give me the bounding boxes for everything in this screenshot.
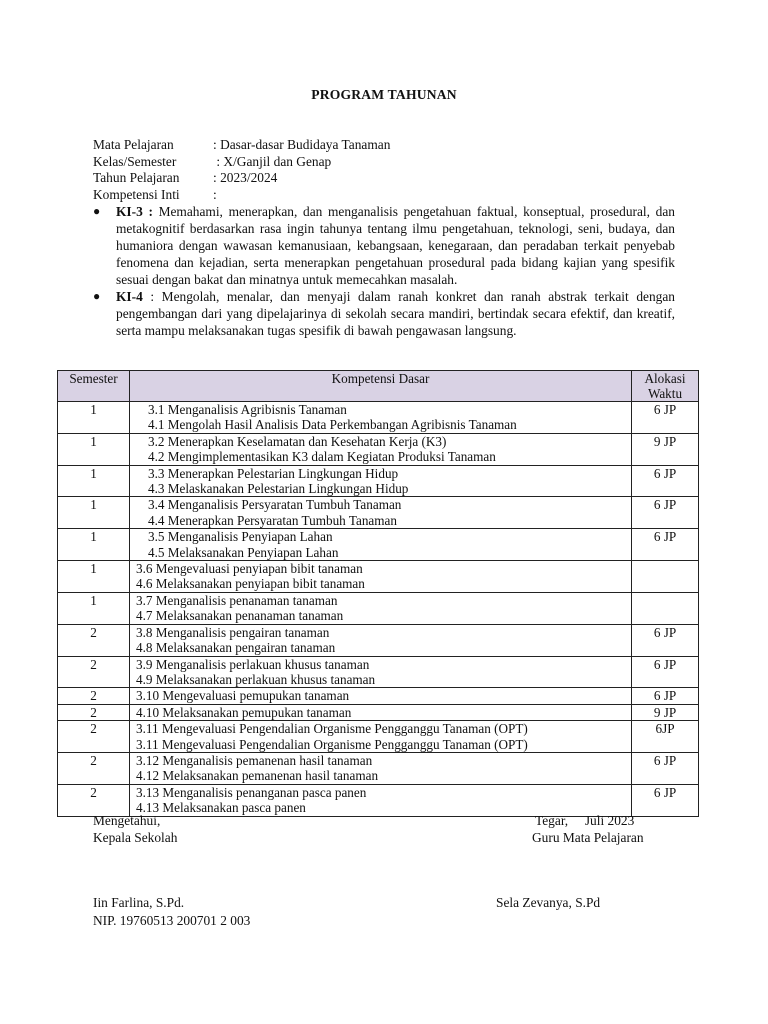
semester-cell: 1	[58, 402, 130, 434]
table-row	[58, 592, 699, 624]
alokasi-waktu-cell	[632, 561, 699, 593]
principal-name: Iin Farlina, S.Pd.	[93, 895, 185, 910]
kd-line: 4.6 Melaksanakan penyiapan bibit tanaman	[136, 576, 365, 592]
alokasi-waktu-cell	[632, 592, 699, 624]
table-row	[58, 561, 699, 593]
semester-cell: 1	[58, 561, 130, 593]
kompetensi-dasar-cell	[130, 752, 632, 784]
header-alokasi-waktu	[632, 371, 699, 402]
info-value: :	[213, 186, 217, 202]
semester-cell: 2	[58, 784, 130, 816]
semester-cell: 2	[58, 704, 130, 720]
alokasi-waktu-cell: 6 JP	[632, 688, 699, 704]
alokasi-waktu-cell: 6 JP	[632, 402, 699, 434]
kd-line: 3.10 Mengevaluasi pemupukan tanaman	[136, 688, 350, 704]
kd-line: 3.6 Mengevaluasi penyiapan bibit tanaman	[136, 561, 363, 577]
kompetensi-dasar-cell	[130, 624, 632, 656]
course-info	[93, 137, 390, 203]
place-date: Tegar, Juli 2023	[535, 813, 635, 828]
kompetensi-dasar-cell	[130, 704, 632, 720]
table-body	[58, 402, 699, 817]
semester-cell: 1	[58, 465, 130, 497]
kd-line: 4.4 Menerapkan Persyaratan Tumbuh Tanaman	[148, 512, 397, 528]
ki-4-item	[93, 288, 675, 339]
kd-line: 4.5 Melaksanakan Penyiapan Lahan	[148, 544, 339, 560]
kd-line: 3.5 Menganalisis Penyiapan Lahan	[148, 529, 333, 545]
info-row-ki	[93, 187, 390, 204]
semester-cell: 1	[58, 433, 130, 465]
table-row	[58, 402, 699, 434]
semester-cell: 2	[58, 752, 130, 784]
kd-line: 4.1 Mengolah Hasil Analisis Data Perkembangan Agribisnis Tanaman	[148, 417, 517, 433]
header-semester: Semester	[58, 371, 130, 402]
kd-line: 3.11 Mengevaluasi Pengendalian Organisme Pengganggu Tanaman (OPT)	[136, 721, 528, 737]
kd-line: 3.8 Menganalisis pengairan tanaman	[136, 624, 330, 640]
info-label: Kompetensi Inti	[93, 186, 180, 202]
ki-code: KI-4	[116, 289, 143, 304]
kd-line: 3.13 Menganalisis penanganan pasca panen	[136, 784, 367, 800]
kompetensi-dasar-cell	[130, 721, 632, 753]
kompetensi-dasar-cell	[130, 402, 632, 434]
table-row	[58, 497, 699, 529]
alokasi-waktu-cell: 6JP	[632, 721, 699, 753]
kd-line: 3.12 Menganalisis pemanenan hasil tanaman	[136, 752, 373, 768]
ki-3-item	[93, 203, 675, 288]
kompetensi-dasar-cell	[130, 465, 632, 497]
alokasi-waktu-cell: 6 JP	[632, 529, 699, 561]
semester-cell: 2	[58, 624, 130, 656]
kd-line: 3.9 Menganalisis perlakuan khusus tanaman	[136, 656, 370, 672]
semester-cell: 1	[58, 592, 130, 624]
table-row	[58, 656, 699, 688]
alokasi-waktu-cell: 6 JP	[632, 784, 699, 816]
semester-cell: 2	[58, 688, 130, 704]
alokasi-waktu-cell: 6 JP	[632, 656, 699, 688]
info-row-year	[93, 170, 390, 187]
info-label: Kelas/Semester	[93, 153, 177, 169]
teacher-name: Sela Zevanya, S.Pd	[496, 895, 601, 910]
table-row	[58, 752, 699, 784]
kompetensi-dasar-cell	[130, 561, 632, 593]
kd-line: 3.4 Menganalisis Persyaratan Tumbuh Tanaman	[148, 497, 402, 513]
kompetensi-dasar-cell	[130, 529, 632, 561]
kd-line: 3.11 Mengevaluasi Pengendalian Organisme Pengganggu Tanaman (OPT)	[136, 736, 528, 752]
semester-cell: 2	[58, 721, 130, 753]
kd-line: 4.8 Melaksanakan pengairan tanaman	[136, 640, 336, 656]
table-row	[58, 688, 699, 704]
alokasi-waktu-cell: 6 JP	[632, 465, 699, 497]
document-title: PROGRAM TAHUNAN	[311, 87, 457, 102]
kd-line: 4.10 Melaksanakan pemupukan tanaman	[136, 704, 352, 720]
alokasi-waktu-cell: 9 JP	[632, 704, 699, 720]
principal-role: Kepala Sekolah	[93, 830, 178, 845]
kompetensi-dasar-cell	[130, 688, 632, 704]
principal-nip: NIP. 19760513 200701 2 003	[93, 913, 251, 928]
kd-line: 4.9 Melaksanakan perlakuan khusus tanaman	[136, 671, 376, 687]
kd-line: 4.7 Melaksanakan penanaman tanaman	[136, 608, 344, 624]
table-row	[58, 465, 699, 497]
kompetensi-dasar-cell	[130, 497, 632, 529]
info-label: Mata Pelajaran	[93, 137, 174, 152]
kd-line: 3.7 Menganalisis penanaman tanaman	[136, 592, 338, 608]
table-row	[58, 624, 699, 656]
info-label: Tahun Pelajaran	[93, 170, 180, 185]
kd-line: 3.1 Menganalisis Agribisnis Tanaman	[148, 402, 347, 417]
table-row	[58, 721, 699, 753]
core-competency-list	[93, 203, 675, 339]
kompetensi-dasar-cell	[130, 433, 632, 465]
semester-cell: 1	[58, 497, 130, 529]
bullet-icon: ●	[93, 289, 101, 303]
ki-text: Memahami, menerapkan, dan menganalisis pengetahuan faktual, konseptual, prosedural, dan metakognitif berdasarkan rasa ingin tahunya tentang ilmu pengetahuan, teknologi, seni, budaya, dan humaniora dengan wawasan kemanusiaan, kebangsaan, kenegaraan, dan peradaban terkait penyebab fenomena dan kejadian, serta menerapkan pengetahuan prosedural pada bidang kajian yang spesifik sesuai dengan bakat dan minatnya untuk memecahkan masalah.	[116, 204, 675, 287]
info-value: : 2023/2024	[213, 170, 278, 185]
alokasi-waktu-cell: 9 JP	[632, 433, 699, 465]
kd-line: 4.12 Melaksanakan pemanenan hasil tanaman	[136, 768, 379, 784]
teacher-role: Guru Mata Pelajaran	[532, 830, 644, 845]
kd-line: 3.3 Menerapkan Pelestarian Lingkungan Hidup	[148, 465, 399, 481]
info-row-class	[93, 154, 390, 171]
kompetensi-dasar-cell	[130, 592, 632, 624]
ki-text: : Mengolah, menalar, dan menyaji dalam ranah konkret dan ranah abstrak terkait dengan pengembangan dari yang dipelajarinya di sekolah secara mandiri, bertindak secara efektif, dan kreatif, serta mampu melaksanakan tugas spesifik di bawah pengawasan langsung.	[116, 289, 675, 338]
kd-line: 4.13 Melaksanakan pasca panen	[136, 800, 306, 816]
table-row	[58, 704, 699, 720]
kd-line: 4.3 Melaskanakan Pelestarian Lingkungan Hidup	[148, 481, 409, 497]
header-kompetensi-dasar: Kompetensi Dasar	[130, 371, 632, 402]
semester-cell: 2	[58, 656, 130, 688]
header-alokasi-line: Alokasi	[644, 371, 686, 386]
kd-line: 4.2 Mengimplementasikan K3 dalam Kegiatan Produksi Tanaman	[148, 449, 496, 465]
header-waktu-line: Waktu	[647, 386, 683, 401]
kompetensi-dasar-cell	[130, 656, 632, 688]
bullet-icon: ●	[93, 204, 101, 218]
alokasi-waktu-cell: 6 JP	[632, 624, 699, 656]
alokasi-waktu-cell: 6 JP	[632, 752, 699, 784]
info-row-subject	[93, 137, 390, 154]
ki-code: KI-3 :	[116, 204, 153, 219]
info-value: : X/Ganjil dan Genap	[213, 153, 332, 169]
table-row	[58, 529, 699, 561]
table-header-row	[58, 371, 699, 402]
semester-cell: 1	[58, 529, 130, 561]
info-value: : Dasar-dasar Budidaya Tanaman	[213, 137, 391, 152]
kd-line: 3.2 Menerapkan Keselamatan dan Kesehatan Kerja (K3)	[148, 433, 447, 449]
acknowledged-label: Mengetahui,	[93, 813, 161, 828]
competency-table	[57, 370, 699, 817]
alokasi-waktu-cell: 6 JP	[632, 497, 699, 529]
table-row	[58, 433, 699, 465]
